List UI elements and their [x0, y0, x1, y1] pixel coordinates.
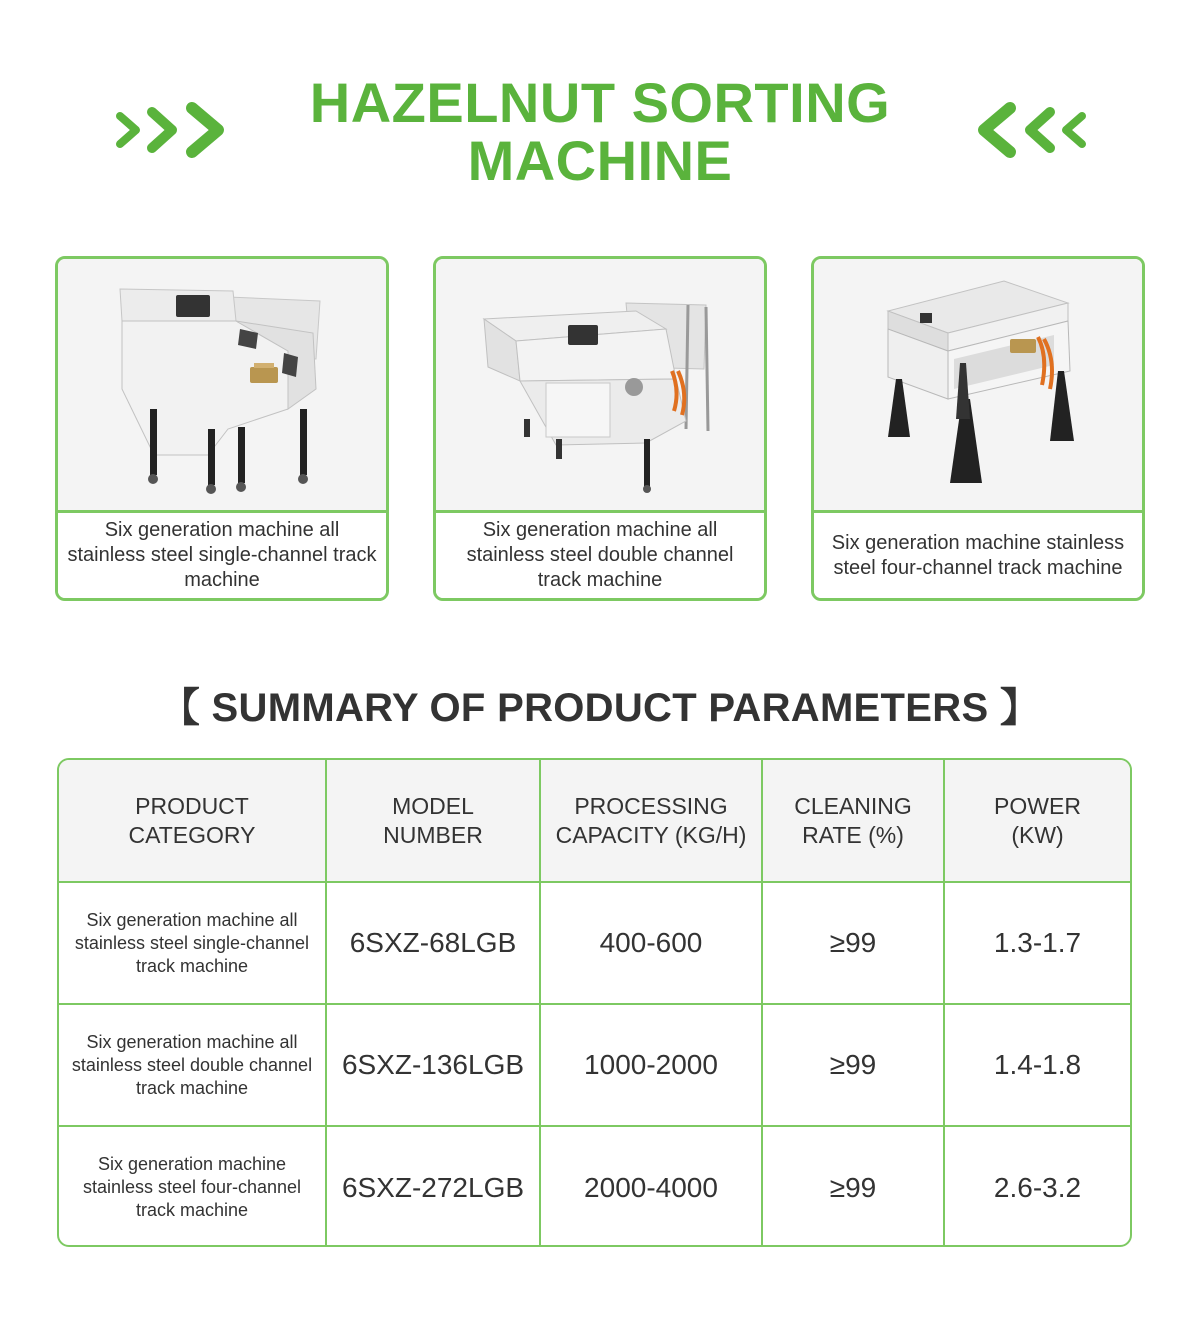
cell-category: Six generation machine all stainless steel double channel track machine: [59, 1004, 326, 1126]
single-channel-sorter-image: [58, 259, 386, 510]
product-card-single-channel: [55, 256, 389, 601]
four-channel-sorter-image: [814, 259, 1142, 510]
header-cleaning-rate: CLEANING RATE (%): [762, 760, 944, 882]
cell-power: 2.6-3.2: [944, 1126, 1130, 1247]
cell-model: 6SXZ-68LGB: [326, 882, 540, 1004]
parameters-table: [57, 758, 1132, 1247]
product-caption: Six generation machine all stainless steel single-channel track machine: [58, 510, 386, 598]
cell-power: 1.3-1.7: [944, 882, 1130, 1004]
cell-rate: ≥99: [762, 882, 944, 1004]
cell-capacity: 400-600: [540, 882, 762, 1004]
cell-power: 1.4-1.8: [944, 1004, 1130, 1126]
cell-category: Six generation machine all stainless steel single-channel track machine: [59, 882, 326, 1004]
header-processing-capacity: PROCESSING CAPACITY (KG/H): [540, 760, 762, 882]
double-channel-sorter-image: [436, 259, 764, 510]
cell-capacity: 2000-4000: [540, 1126, 762, 1247]
product-caption: Six generation machine stainless steel four-channel track machine: [814, 510, 1142, 598]
cell-rate: ≥99: [762, 1126, 944, 1247]
chevron-right-icon: [110, 100, 240, 160]
product-caption: Six generation machine all stainless steel double channel track machine: [436, 510, 764, 598]
table-row: [59, 882, 1130, 1004]
page-title: [250, 71, 950, 192]
product-card-four-channel: [811, 256, 1145, 601]
header-model-number: MODEL NUMBER: [326, 760, 540, 882]
cell-capacity: 1000-2000: [540, 1004, 762, 1126]
table-header-row: [59, 760, 1130, 882]
cell-model: 6SXZ-272LGB: [326, 1126, 540, 1247]
summary-heading: 【 SUMMARY OF PRODUCT PARAMETERS 】: [159, 686, 1041, 730]
product-cards: [0, 256, 1200, 601]
page-header: [0, 70, 1200, 200]
cell-model: 6SXZ-136LGB: [326, 1004, 540, 1126]
title-line-1: HAZELNUT SORTING: [309, 71, 891, 134]
table-row: [59, 1004, 1130, 1126]
product-card-double-channel: [433, 256, 767, 601]
header-power: POWER (KW): [944, 760, 1130, 882]
header-product-category: PRODUCT CATEGORY: [59, 760, 326, 882]
cell-rate: ≥99: [762, 1004, 944, 1126]
title-line-2: MACHINE: [467, 129, 733, 192]
table-row: [59, 1126, 1130, 1247]
cell-category: Six generation machine stainless steel four-channel track machine: [59, 1126, 326, 1247]
chevron-left-icon: [962, 100, 1092, 160]
